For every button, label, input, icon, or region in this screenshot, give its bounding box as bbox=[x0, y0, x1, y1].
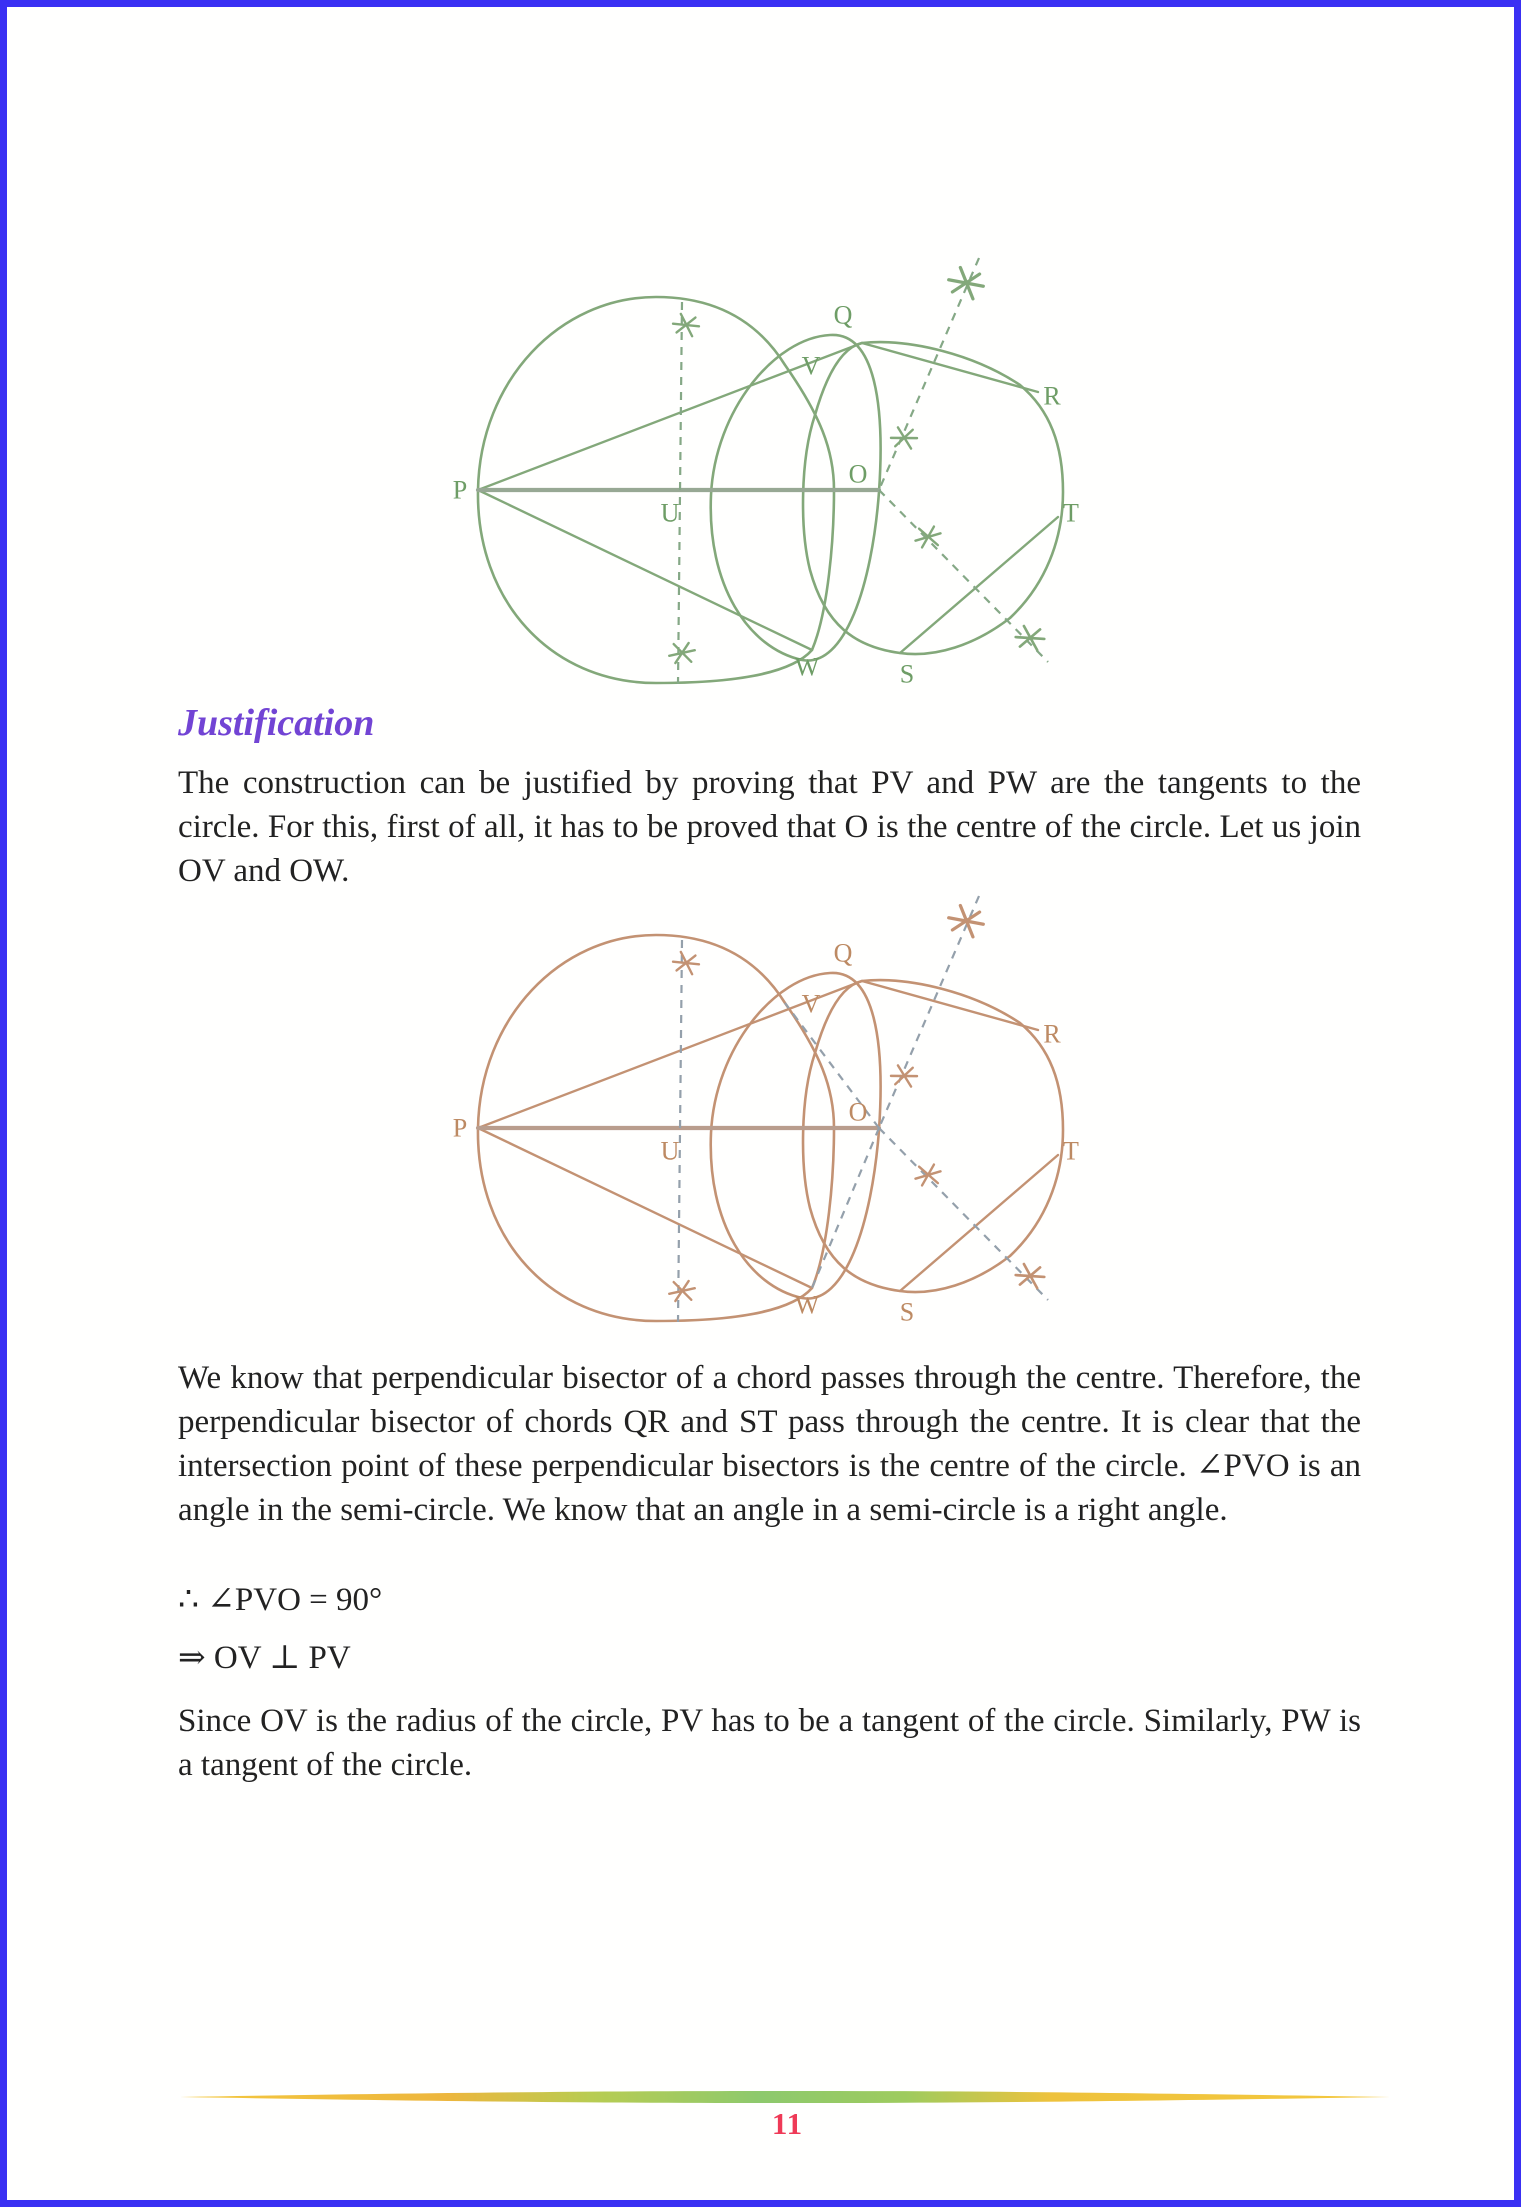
figure-tangent-construction-1 bbox=[430, 240, 1090, 700]
point-label-W: W bbox=[794, 1290, 820, 1320]
point-label-T: T bbox=[1063, 498, 1079, 528]
point-label-S: S bbox=[899, 659, 915, 689]
figure-tangent-construction-2 bbox=[430, 878, 1090, 1338]
statement-ov-perpendicular-pv: ⇒ OV ⊥ PV bbox=[178, 1640, 351, 1676]
given-circle bbox=[711, 335, 881, 661]
perp-bisector-ST bbox=[879, 1128, 1048, 1300]
footer-divider bbox=[180, 2089, 1390, 2105]
arc-intersection-mark bbox=[671, 951, 700, 975]
point-label-W: W bbox=[794, 652, 820, 682]
point-label-O: O bbox=[848, 1097, 868, 1127]
point-label-R: R bbox=[1043, 381, 1061, 411]
point-label-V: V bbox=[801, 989, 821, 1019]
arc-intersection-mark bbox=[946, 903, 987, 938]
point-label-T: T bbox=[1063, 1136, 1079, 1166]
arc-intersection-mark bbox=[946, 265, 987, 300]
page-number: 11 bbox=[771, 2106, 804, 2141]
tangent-line-PW bbox=[478, 1128, 812, 1288]
perp-bisector-PO bbox=[678, 302, 682, 684]
chord-QR bbox=[862, 343, 1038, 392]
point-label-U: U bbox=[660, 1136, 680, 1166]
perp-bisector-PO bbox=[678, 940, 682, 1322]
statement-angle-pvo: ∴ ∠PVO = 90° bbox=[178, 1582, 383, 1618]
point-label-P: P bbox=[452, 1113, 468, 1143]
justification-heading: Justification bbox=[178, 702, 375, 744]
divider-line bbox=[180, 2091, 1390, 2103]
arc-intersection-mark bbox=[668, 641, 697, 664]
chord-QR bbox=[862, 981, 1038, 1030]
perp-bisector-QR bbox=[879, 896, 979, 1128]
paragraph-perpendicular-bisector: We know that perpendicular bisector of a chord passes through the centre. Therefore, the perpendicular bisector of chords QR and ST pass through the centre. It is clear that the intersection point of these perpendicular bisectors is the centre of the circle. ∠PVO is an angle in the semi-circle. We know that an angle in a semi-circle is a right angle. bbox=[178, 1360, 1361, 1528]
point-label-Q: Q bbox=[833, 938, 853, 968]
arc-intersection-mark bbox=[671, 313, 700, 337]
tangent-line-PW bbox=[478, 490, 812, 650]
point-label-S: S bbox=[899, 1297, 915, 1327]
arc-intersection-mark bbox=[668, 1279, 697, 1302]
arc-intersection-mark bbox=[1014, 1263, 1045, 1289]
point-label-Q: Q bbox=[833, 300, 853, 330]
arc-intersection-mark bbox=[1014, 625, 1045, 651]
point-label-U: U bbox=[660, 498, 680, 528]
perp-bisector-ST bbox=[879, 490, 1048, 662]
point-label-O: O bbox=[848, 459, 868, 489]
point-label-V: V bbox=[801, 351, 821, 381]
point-label-P: P bbox=[452, 475, 468, 505]
paragraph-conclusion: Since OV is the radius of the circle, PV has to be a tangent of the circle. Similarly, PW is a tangent of the circle. bbox=[178, 1703, 1361, 1783]
paragraph-construction-justified: The construction can be justified by proving that PV and PW are the tangents to the circle. For this, first of all, it has to be proved that O is the centre of the circle. Let us join OV and OW. bbox=[178, 765, 1361, 889]
given-circle bbox=[711, 973, 881, 1299]
perp-bisector-QR bbox=[879, 258, 979, 490]
point-label-R: R bbox=[1043, 1019, 1061, 1049]
arc-intersection-mark bbox=[913, 1163, 943, 1188]
arc-intersection-mark bbox=[913, 525, 943, 550]
